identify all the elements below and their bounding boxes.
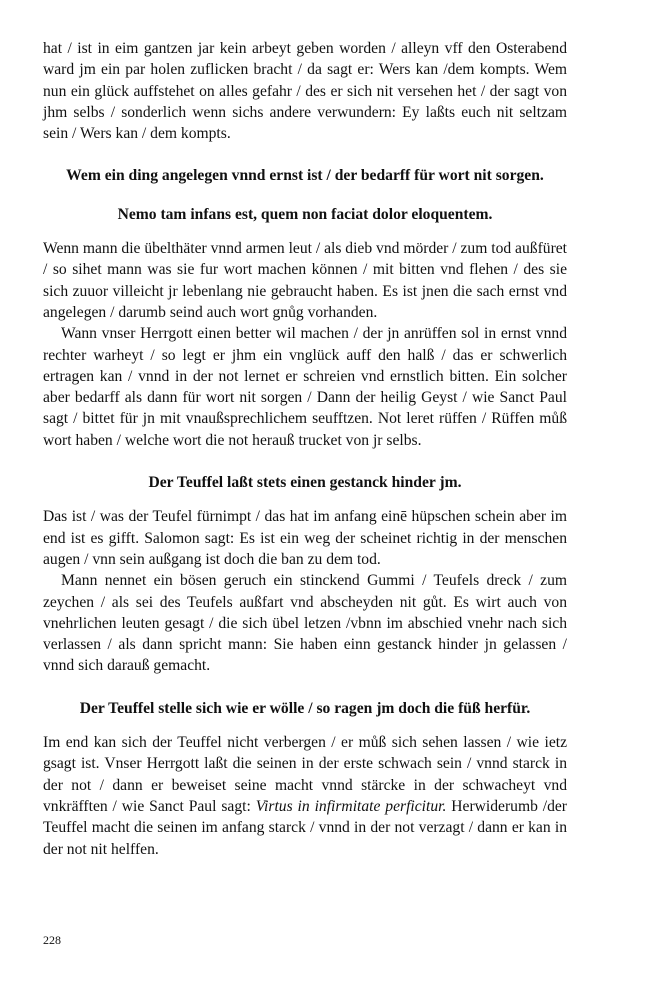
- page-body: [43, 38, 567, 860]
- heading-proverb-1: Wem ein ding angelegen vnnd ernst ist / der bedarff für wort nit sorgen.: [66, 167, 544, 185]
- latin-quote: Virtus in infirmitate perficitur.: [255, 797, 447, 815]
- paragraph-section3-1: [43, 732, 567, 860]
- paragraph-section3-text-b: Herwiderumb /der Teuffel macht die seinen im anfang starck / vnnd in der not verzagt / dann er kan in der not nit helffen.: [43, 797, 568, 858]
- latin-subheading: Nemo tam infans est, quem non faciat dolor eloquentem.: [117, 205, 493, 223]
- paragraph-section1-1: Wenn mann die übelthäter vnnd armen leut / als dieb vnd mörder / zum tod außfüret / so sihet mann was sie fur wort machen können / mit bitten vnd flehen / des sie sich zuuor villeicht jr lebenlang nie gebraucht haben. Es ist jnen die sach ernst vnd angelegen / darumb seind auch wort gnůg vorhanden.: [43, 240, 568, 321]
- paragraph-section2-1: Das ist / was der Teufel fürnimpt / das hat im anfang einē hüpschen schein aber im end ist es gifft. Salomon sagt: Es ist ein weg der scheinet richtig in der menschen augen / vnn sein außgang ist doch die ban zu dem tod.: [43, 508, 567, 568]
- paragraph-section3-text-a: Im end kan sich der Teuffel nicht verbergen / er můß sich sehen lassen / wie ietz gsagt ist. Vnser Herrgott laßt die seinen in der erste schwach sein / vnnd starck in der not / dann er beweiset seine macht vnnd stärcke in der schwacheyt vnd vnkräfften / wie Sanct Paul sagt:: [43, 734, 567, 815]
- page-number: 228: [43, 933, 61, 947]
- paragraph-section1-2: Wann vnser Herrgott einen better wil machen / der jn anrüffen sol in ernst vnnd rechter warheyt / so legt er jhm ein vnglück auff den halß / das er schwerlich ertragen kan / vnnd in der not lernet er schreien vnd ernstlich bitten. Ein solcher aber bedarff als dann für wort nit sorgen / Dann der heilig Geyst / wie Sanct Paul sagt / bittet für jn mit vnaußsprechlichem seufftzen. Not leret rüffen / Rüffen můß wort haben / welche wort die not herauß trucket von jr selbs.: [43, 325, 567, 449]
- paragraph-opening: hat / ist in eim gantzen jar kein arbeyt geben worden / alleyn vff den Osterabend ward jm ein par holen zuflicken bracht / da sagt er: Wers kan /dem kompts. Wem nun ein glück auffstehet on alles gefahr / des er sich nit versehen het / der sagt von jhm selbs / sonderlich wenn sichs andere verwundern: Ey laßts euch nit seltzam sein / Wers kan / dem kompts.: [43, 40, 567, 143]
- heading-proverb-2: Der Teuffel laßt stets einen gestanck hinder jm.: [148, 474, 462, 492]
- paragraph-section2-2: Mann nennet ein bösen geruch ein stinckend Gummi / Teufels dreck / zum zeychen / als sei des Teufels außfart vnd abscheyden nit gůt. Es wirt auch von vnehrlichen leuten gesagt / die sich übel letzen /vbnn im abschied vnehr nach sich verlassen / als dann spricht mann: Sie haben einn gestanck hinder jn gelassen / vnnd sich darauß gemacht.: [43, 572, 567, 675]
- heading-proverb-3: Der Teuffel stelle sich wie er wölle / so ragen jm doch die füß herfür.: [79, 699, 531, 717]
